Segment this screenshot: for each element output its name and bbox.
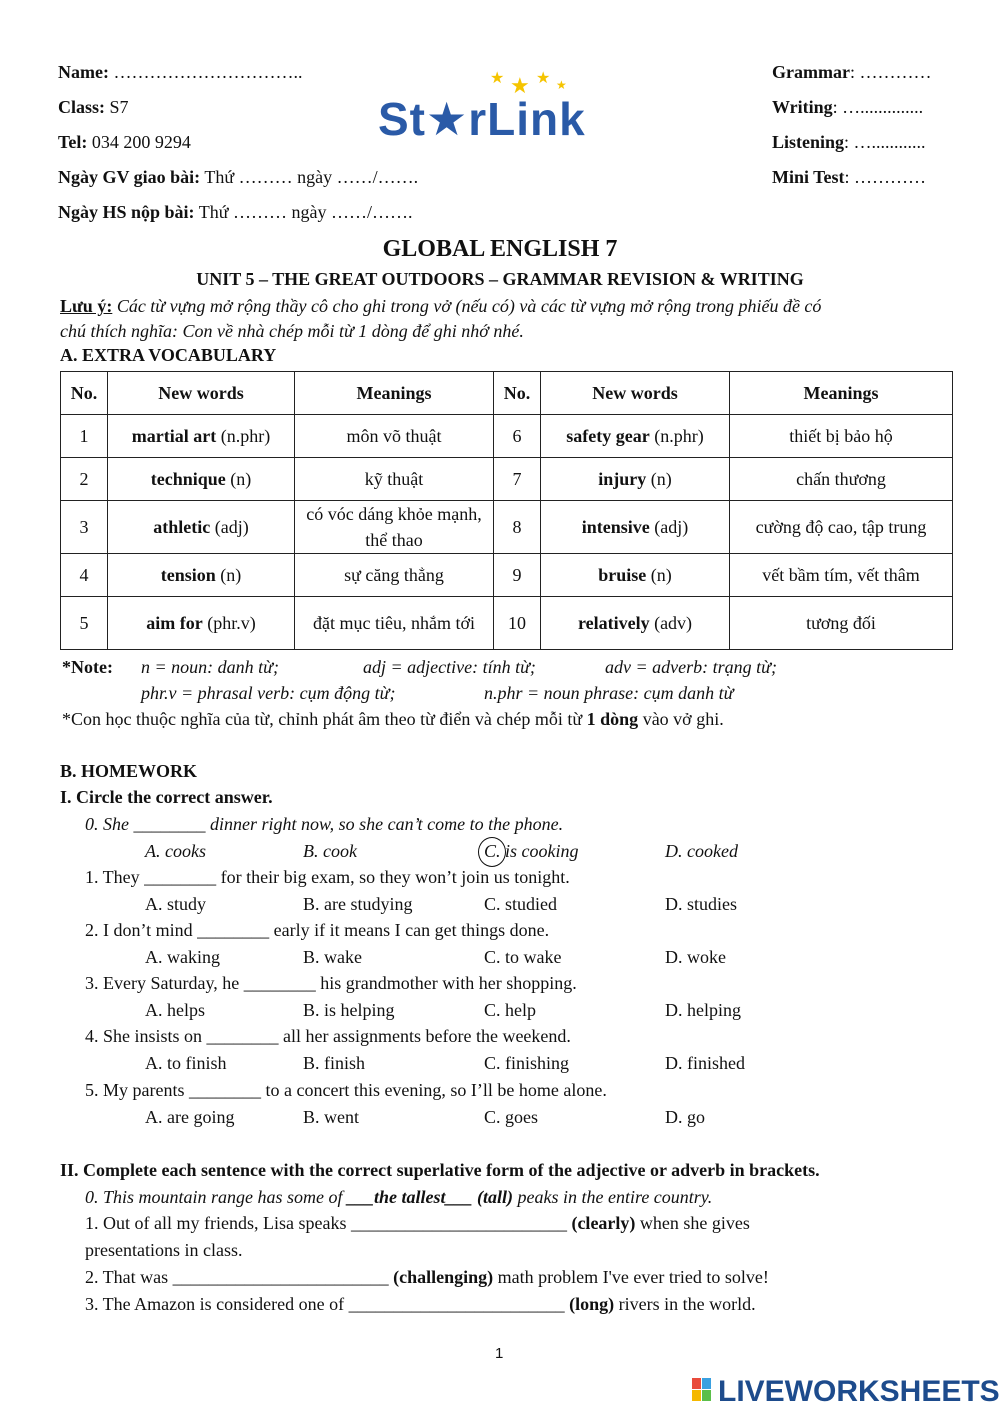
- col-header-meanings: Meanings: [295, 372, 494, 415]
- option-a[interactable]: A. study: [145, 894, 207, 914]
- part2-question-2: 2. That was ________________________ (challenging) math problem I've ever tried to solve!: [85, 1267, 769, 1287]
- table-row: 1 martial art (n.phr) môn võ thuật 6 safety gear (n.phr) thiết bị bảo hộ: [61, 415, 953, 458]
- starlink-logo: [378, 68, 610, 145]
- option-d[interactable]: D. woke: [665, 947, 726, 967]
- abbrev-adv: adv = adverb: trạng từ;: [605, 657, 777, 677]
- table-row: 2 technique (n) kỹ thuật 7 injury (n) chấn thương: [61, 458, 953, 501]
- col-header-words: New words: [541, 372, 730, 415]
- col-header-meanings: Meanings: [730, 372, 953, 415]
- option-c[interactable]: C. finishing: [484, 1053, 570, 1073]
- name-field: Name: …………………………..: [58, 62, 303, 82]
- note-line-1: Lưu ý: Các từ vựng mở rộng thầy cô cho ghi trong vở (nếu có) và các từ vựng mở rộng trong phiếu đề có: [60, 296, 822, 316]
- part2-heading: II. Complete each sentence with the correct superlative form of the adjective or adverb in brackets.: [60, 1160, 820, 1180]
- question-1: 1. They ________ for their big exam, so they won’t join us tonight.: [85, 867, 570, 887]
- minitest-score: Mini Test: …………: [772, 167, 927, 187]
- question-5: 5. My parents ________ to a concert this evening, so I’ll be home alone.: [85, 1080, 607, 1100]
- abbrev-phrv: phr.v = phrasal verb: cụm động từ;: [141, 683, 396, 703]
- assign-date-field: Ngày GV giao bài: Thứ ……… ngày ……/…….: [58, 167, 419, 187]
- page-number: 1: [495, 1345, 504, 1362]
- page-subtitle: UNIT 5 – THE GREAT OUTDOORS – GRAMMAR REVISION & WRITING: [196, 269, 804, 289]
- col-header-no: No.: [494, 372, 541, 415]
- option-c[interactable]: C. help: [484, 1000, 536, 1020]
- abbrev-note-label: *Note:: [62, 657, 113, 677]
- vocab-table: [60, 371, 953, 650]
- option-a[interactable]: A. waking: [145, 947, 220, 967]
- part2-example: 0. This mountain range has some of ___the tallest___ (tall) peaks in the entire country.: [85, 1187, 713, 1207]
- question-2: 2. I don’t mind ________ early if it means I can get things done.: [85, 920, 550, 940]
- option-b[interactable]: B. went: [303, 1107, 359, 1127]
- option-b[interactable]: B. wake: [303, 947, 362, 967]
- writing-score: Writing: …..............: [772, 97, 924, 117]
- option-a[interactable]: A. to finish: [145, 1053, 227, 1073]
- option-b: B. cook: [303, 841, 357, 861]
- note-line-2: chú thích nghĩa: Con về nhà chép mỗi từ 1 dòng để ghi nhớ nhé.: [60, 321, 524, 341]
- table-row: 3 athletic (adj) có vóc dáng khỏe mạnh, thể thao 8 intensive (adj) cường độ cao, tập trung: [61, 501, 953, 554]
- table-row: 4 tension (n) sự căng thẳng 9 bruise (n) vết bầm tím, vết thâm: [61, 554, 953, 597]
- option-a: A. cooks: [145, 841, 206, 861]
- option-d[interactable]: D. finished: [665, 1053, 745, 1073]
- part2-question-3: 3. The Amazon is considered one of ________________________ (long) rivers in the world.: [85, 1294, 756, 1314]
- option-d: D. cooked: [665, 841, 738, 861]
- section-b-heading: B. HOMEWORK: [60, 761, 198, 781]
- logo-text: St★rLink: [378, 93, 586, 145]
- question-3: 3. Every Saturday, he ________ his grandmother with her shopping.: [85, 973, 577, 993]
- option-b[interactable]: B. are studying: [303, 894, 413, 914]
- table-header-row: [61, 372, 953, 415]
- tel-field: Tel: 034 200 9294: [58, 132, 191, 152]
- liveworksheets-logo-icon: [692, 1378, 712, 1402]
- study-note: *Con học thuộc nghĩa của từ, chỉnh phát âm theo từ điển và chép mỗi từ 1 dòng vào vở ghi.: [62, 709, 724, 729]
- star-icon: ★: [536, 68, 551, 87]
- option-a[interactable]: A. helps: [145, 1000, 205, 1020]
- option-a[interactable]: A. are going: [145, 1107, 235, 1127]
- abbrev-nphr: n.phr = noun phrase: cụm danh từ: [484, 683, 734, 703]
- abbrev-noun: n = noun: danh từ;: [141, 657, 279, 677]
- abbrev-adj: adj = adjective: tính từ;: [363, 657, 536, 677]
- question-4: 4. She insists on ________ all her assignments before the weekend.: [85, 1026, 571, 1046]
- star-icon: ★: [510, 74, 530, 99]
- option-d[interactable]: D. studies: [665, 894, 737, 914]
- submit-date-field: Ngày HS nộp bài: Thứ ……… ngày ……/…….: [58, 202, 413, 222]
- option-d[interactable]: D. go: [665, 1107, 705, 1127]
- class-field: Class: S7: [58, 97, 129, 117]
- liveworksheets-brand[interactable]: LIVEWORKSHEETS: [718, 1375, 1000, 1408]
- page-title: GLOBAL ENGLISH 7: [382, 236, 618, 262]
- star-icon: ★: [556, 78, 567, 92]
- table-row: 5 aim for (phr.v) đặt mục tiêu, nhắm tới 10 relatively (adv) tương đối: [61, 597, 953, 650]
- listening-score: Listening: …............: [772, 132, 926, 152]
- col-header-no: No.: [61, 372, 108, 415]
- part1-heading: I. Circle the correct answer.: [60, 787, 273, 807]
- option-c: C. is cooking: [484, 841, 579, 861]
- part2-question-1: 1. Out of all my friends, Lisa speaks ________________________ (clearly) when she gives: [85, 1213, 750, 1233]
- star-icon: ★: [490, 68, 505, 87]
- option-c[interactable]: C. goes: [484, 1107, 538, 1127]
- option-c[interactable]: C. studied: [484, 894, 558, 914]
- option-b[interactable]: B. is helping: [303, 1000, 395, 1020]
- section-a-heading: A. EXTRA VOCABULARY: [60, 345, 277, 365]
- col-header-words: New words: [108, 372, 295, 415]
- part2-question-1-cont: presentations in class.: [85, 1240, 243, 1260]
- question-0: 0. She ________ dinner right now, so she can’t come to the phone.: [85, 814, 564, 834]
- option-b[interactable]: B. finish: [303, 1053, 366, 1073]
- option-d[interactable]: D. helping: [665, 1000, 741, 1020]
- grammar-score: Grammar: …………: [772, 62, 932, 82]
- option-c[interactable]: C. to wake: [484, 947, 562, 967]
- answer-circle: [478, 837, 506, 867]
